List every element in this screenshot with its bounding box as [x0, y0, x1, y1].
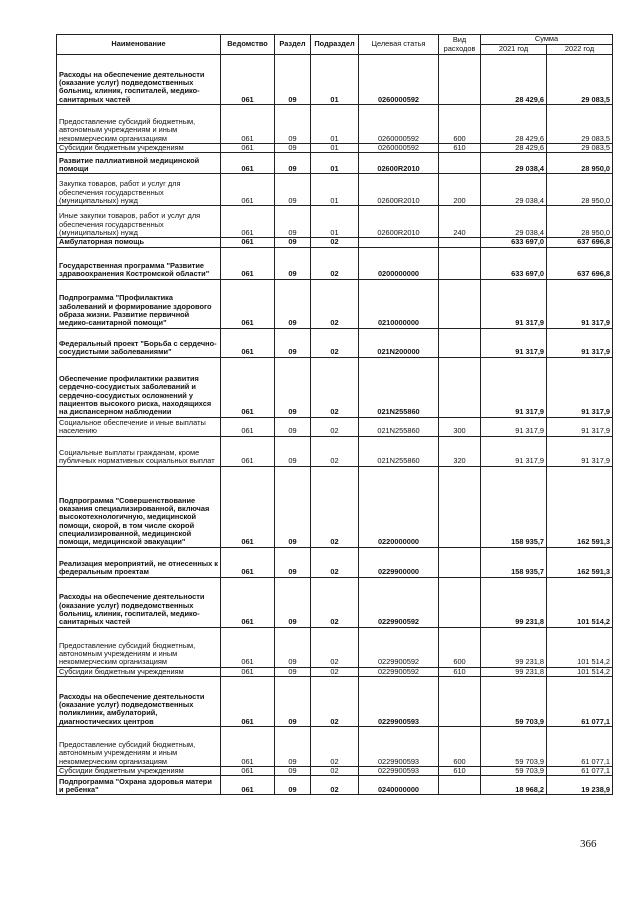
table-cell-sum-2022: 101 514,2 [547, 627, 613, 667]
table-cell-sum-2022: 91 317,9 [547, 279, 613, 328]
table-cell-name: Развитие паллиативной медицинской помощи [57, 153, 221, 174]
table-cell-vedomstvo: 061 [221, 174, 275, 206]
table-cell-vedomstvo: 061 [221, 466, 275, 547]
table-row [57, 328, 613, 357]
table-cell-vedomstvo: 061 [221, 547, 275, 577]
table-cell-podrazdel: 02 [311, 627, 359, 667]
table-cell-sum-2021: 633 697,0 [481, 238, 547, 247]
table-cell-razdel: 09 [275, 144, 311, 153]
table-cell-vid-rashodov [439, 676, 481, 726]
table-cell-name: Субсидии бюджетным учреждениям [57, 766, 221, 775]
table-cell-podrazdel: 02 [311, 547, 359, 577]
table-row [57, 577, 613, 627]
table-cell-podrazdel: 02 [311, 776, 359, 795]
table-cell-sum-2022: 162 591,3 [547, 547, 613, 577]
table-cell-vedomstvo: 061 [221, 279, 275, 328]
table-cell-name: Социальные выплаты гражданам, кроме публичных нормативных социальных выплат [57, 436, 221, 466]
table-cell-razdel: 09 [275, 466, 311, 547]
table-cell-name: Федеральный проект "Борьба с сердечно-сосудистыми заболеваниями" [57, 328, 221, 357]
table-cell-name: Амбулаторная помощь [57, 238, 221, 247]
table-cell-name: Реализация мероприятий, не отнесенных к федеральным проектам [57, 547, 221, 577]
table-cell-vid-rashodov: 600 [439, 105, 481, 144]
table-cell-sum-2021: 28 429,6 [481, 105, 547, 144]
table-cell-name: Субсидии бюджетным учреждениям [57, 144, 221, 153]
table-row [57, 726, 613, 766]
table-cell-celevaya-statya: 0229900593 [359, 766, 439, 775]
table-cell-celevaya-statya: 0220000000 [359, 466, 439, 547]
table-cell-podrazdel: 02 [311, 766, 359, 775]
table-cell-vid-rashodov [439, 247, 481, 279]
table-cell-podrazdel: 02 [311, 247, 359, 279]
table-cell-celevaya-statya: 021N255860 [359, 436, 439, 466]
table-cell-podrazdel: 01 [311, 105, 359, 144]
table-cell-celevaya-statya: 0210000000 [359, 279, 439, 328]
table-cell-vid-rashodov: 610 [439, 144, 481, 153]
table-cell-sum-2021: 91 317,9 [481, 436, 547, 466]
table-cell-sum-2021: 158 935,7 [481, 466, 547, 547]
table-cell-celevaya-statya: 02600R2010 [359, 206, 439, 238]
table-cell-vid-rashodov [439, 238, 481, 247]
table-cell-razdel: 09 [275, 417, 311, 436]
table-cell-sum-2021: 59 703,9 [481, 676, 547, 726]
table-row [57, 466, 613, 547]
table-cell-celevaya-statya: 0229900593 [359, 726, 439, 766]
table-cell-razdel: 09 [275, 667, 311, 676]
table-cell-sum-2021: 59 703,9 [481, 726, 547, 766]
table-cell-podrazdel: 02 [311, 577, 359, 627]
table-cell-name: Подпрограмма "Совершенствование оказания специализированной, включая высокотехнологичную, медицинской помощи, скорой, в том числе скорой специализированной, медицинской помощи, медицинской эвакуации" [57, 466, 221, 547]
header-vedomstvo: Ведомство [221, 35, 275, 55]
page-number: 366 [580, 838, 597, 850]
header-podrazdel: Подраздел [311, 35, 359, 55]
table-cell-vedomstvo: 061 [221, 105, 275, 144]
table-row [57, 247, 613, 279]
table-cell-sum-2021: 99 231,8 [481, 577, 547, 627]
table-row [57, 279, 613, 328]
table-cell-podrazdel: 02 [311, 328, 359, 357]
table-cell-vid-rashodov [439, 357, 481, 417]
table-row [57, 436, 613, 466]
table-cell-name: Иные закупки товаров, работ и услуг для обеспечения государственных (муниципальных) нужд [57, 206, 221, 238]
table-row [57, 144, 613, 153]
table-cell-sum-2022: 91 317,9 [547, 436, 613, 466]
table-cell-vid-rashodov [439, 577, 481, 627]
table-cell-vid-rashodov [439, 776, 481, 795]
table-cell-vedomstvo: 061 [221, 667, 275, 676]
table-cell-podrazdel: 02 [311, 279, 359, 328]
table-row [57, 676, 613, 726]
table-cell-name: Предоставление субсидий бюджетным, автономным учреждениям и иным некоммерческим организациям [57, 627, 221, 667]
table-cell-podrazdel: 01 [311, 55, 359, 105]
table-cell-sum-2022: 101 514,2 [547, 667, 613, 676]
table-cell-podrazdel: 02 [311, 238, 359, 247]
budget-table [56, 34, 613, 795]
table-cell-sum-2022: 91 317,9 [547, 417, 613, 436]
table-row [57, 153, 613, 174]
table-cell-sum-2021: 28 429,6 [481, 144, 547, 153]
table-cell-sum-2021: 91 317,9 [481, 328, 547, 357]
header-razdel: Раздел [275, 35, 311, 55]
table-cell-vedomstvo: 061 [221, 144, 275, 153]
table-cell-vedomstvo: 061 [221, 357, 275, 417]
header-name: Наименование [57, 35, 221, 55]
table-cell-razdel: 09 [275, 766, 311, 775]
table-cell-vid-rashodov: 600 [439, 726, 481, 766]
table-cell-celevaya-statya: 021N255860 [359, 417, 439, 436]
table-cell-razdel: 09 [275, 627, 311, 667]
table-cell-sum-2021: 29 038,4 [481, 153, 547, 174]
table-cell-vedomstvo: 061 [221, 55, 275, 105]
header-summa: Сумма [481, 35, 613, 45]
table-cell-sum-2021: 18 968,2 [481, 776, 547, 795]
table-cell-name: Подпрограмма "Профилактика заболеваний и формирование здорового образа жизни. Развитие первичной медико-санитарной помощи" [57, 279, 221, 328]
table-cell-sum-2021: 99 231,8 [481, 627, 547, 667]
table-row [57, 547, 613, 577]
table-cell-sum-2021: 59 703,9 [481, 766, 547, 775]
table-row [57, 667, 613, 676]
table-cell-vedomstvo: 061 [221, 776, 275, 795]
table-cell-vedomstvo: 061 [221, 676, 275, 726]
table-cell-celevaya-statya: 02600R2010 [359, 174, 439, 206]
table-cell-celevaya-statya: 0260000592 [359, 105, 439, 144]
table-cell-podrazdel: 01 [311, 206, 359, 238]
table-cell-name: Предоставление субсидий бюджетным, автономным учреждениям и иным некоммерческим организациям [57, 726, 221, 766]
table-cell-name: Закупка товаров, работ и услуг для обеспечения государственных (муниципальных) нужд [57, 174, 221, 206]
table-cell-podrazdel: 02 [311, 726, 359, 766]
table-cell-sum-2021: 91 317,9 [481, 417, 547, 436]
table-cell-celevaya-statya: 0240000000 [359, 776, 439, 795]
table-cell-sum-2021: 29 038,4 [481, 206, 547, 238]
table-cell-vid-rashodov [439, 547, 481, 577]
table-cell-sum-2022: 101 514,2 [547, 577, 613, 627]
table-cell-sum-2021: 633 697,0 [481, 247, 547, 279]
table-cell-vid-rashodov: 320 [439, 436, 481, 466]
table-cell-celevaya-statya: 0260000592 [359, 55, 439, 105]
table-cell-celevaya-statya: 0229900000 [359, 547, 439, 577]
table-cell-vedomstvo: 061 [221, 247, 275, 279]
table-cell-razdel: 09 [275, 436, 311, 466]
table-header [57, 35, 613, 55]
table-cell-vid-rashodov [439, 328, 481, 357]
table-cell-vid-rashodov: 300 [439, 417, 481, 436]
table-cell-razdel: 09 [275, 776, 311, 795]
header-vid-rashodov: Вид расходов [439, 35, 481, 55]
table-cell-razdel: 09 [275, 238, 311, 247]
table-cell-celevaya-statya: 021N200000 [359, 328, 439, 357]
table-cell-vid-rashodov [439, 279, 481, 328]
header-2022: 2022 год [547, 45, 613, 55]
table-cell-razdel: 09 [275, 328, 311, 357]
table-cell-vedomstvo: 061 [221, 577, 275, 627]
table-cell-podrazdel: 02 [311, 466, 359, 547]
table-cell-podrazdel: 02 [311, 667, 359, 676]
table-cell-podrazdel: 02 [311, 436, 359, 466]
table-row [57, 238, 613, 247]
table-row [57, 206, 613, 238]
table-cell-razdel: 09 [275, 247, 311, 279]
table-cell-name: Обеспечение профилактики развития сердечно-сосудистых заболеваний и сердечно-сосудистых осложнений у пациентов высокого риска, находящихся на диспансерном наблюдении [57, 357, 221, 417]
table-row [57, 55, 613, 105]
table-row [57, 417, 613, 436]
table-cell-celevaya-statya: 0260000592 [359, 144, 439, 153]
table-cell-sum-2022: 28 950,0 [547, 206, 613, 238]
table-cell-celevaya-statya: 0229900592 [359, 627, 439, 667]
table-cell-razdel: 09 [275, 547, 311, 577]
table-cell-vid-rashodov [439, 55, 481, 105]
table-cell-sum-2022: 61 077,1 [547, 766, 613, 775]
table-cell-vid-rashodov [439, 153, 481, 174]
table-cell-razdel: 09 [275, 279, 311, 328]
table-cell-name: Подпрограмма "Охрана здоровья матери и ребенка" [57, 776, 221, 795]
table-cell-celevaya-statya: 02600R2010 [359, 153, 439, 174]
table-row [57, 174, 613, 206]
table-cell-vedomstvo: 061 [221, 726, 275, 766]
table-cell-sum-2022: 28 950,0 [547, 153, 613, 174]
table-cell-podrazdel: 02 [311, 357, 359, 417]
table-cell-sum-2022: 29 083,5 [547, 105, 613, 144]
table-cell-sum-2022: 29 083,5 [547, 55, 613, 105]
table-cell-vedomstvo: 061 [221, 627, 275, 667]
table-cell-podrazdel: 01 [311, 153, 359, 174]
table-cell-vedomstvo: 061 [221, 238, 275, 247]
table-cell-sum-2022: 162 591,3 [547, 466, 613, 547]
table-row [57, 776, 613, 795]
table-cell-name: Государственная программа "Развитие здравоохранения Костромской области" [57, 247, 221, 279]
table-cell-vid-rashodov: 610 [439, 766, 481, 775]
table-cell-vedomstvo: 061 [221, 417, 275, 436]
table-cell-vid-rashodov: 610 [439, 667, 481, 676]
table-cell-sum-2022: 61 077,1 [547, 726, 613, 766]
table-cell-vedomstvo: 061 [221, 436, 275, 466]
table-cell-sum-2022: 29 083,5 [547, 144, 613, 153]
table-cell-sum-2021: 91 317,9 [481, 357, 547, 417]
header-celevaya-statya: Целевая статья [359, 35, 439, 55]
table-cell-celevaya-statya: 021N255860 [359, 357, 439, 417]
table-cell-razdel: 09 [275, 153, 311, 174]
table-cell-sum-2022: 91 317,9 [547, 357, 613, 417]
table-cell-razdel: 09 [275, 676, 311, 726]
table-cell-podrazdel: 01 [311, 174, 359, 206]
table-cell-sum-2022: 637 696,8 [547, 238, 613, 247]
table-cell-name: Социальное обеспечение и иные выплаты населению [57, 417, 221, 436]
table-cell-sum-2022: 61 077,1 [547, 676, 613, 726]
table-cell-celevaya-statya: 0229900593 [359, 676, 439, 726]
table-cell-razdel: 09 [275, 105, 311, 144]
table-cell-celevaya-statya: 0200000000 [359, 247, 439, 279]
table-cell-celevaya-statya: 0229900592 [359, 667, 439, 676]
table-cell-podrazdel: 02 [311, 676, 359, 726]
table-cell-sum-2021: 28 429,6 [481, 55, 547, 105]
table-cell-razdel: 09 [275, 206, 311, 238]
table-cell-celevaya-statya [359, 238, 439, 247]
table-cell-name: Расходы на обеспечение деятельности (оказание услуг) подведомственных больниц, клиник, госпиталей, медико-санитарных частей [57, 55, 221, 105]
table-cell-name: Предоставление субсидий бюджетным, автономным учреждениям и иным некоммерческим организациям [57, 105, 221, 144]
table-cell-vid-rashodov [439, 466, 481, 547]
table-row [57, 357, 613, 417]
table-cell-vid-rashodov: 240 [439, 206, 481, 238]
header-2021: 2021 год [481, 45, 547, 55]
table-row [57, 766, 613, 775]
table-cell-vid-rashodov: 600 [439, 627, 481, 667]
table-cell-sum-2021: 99 231,8 [481, 667, 547, 676]
table-cell-vid-rashodov: 200 [439, 174, 481, 206]
table-cell-sum-2022: 91 317,9 [547, 328, 613, 357]
table-cell-sum-2022: 637 696,8 [547, 247, 613, 279]
table-cell-sum-2021: 91 317,9 [481, 279, 547, 328]
table-cell-vedomstvo: 061 [221, 206, 275, 238]
table-cell-podrazdel: 01 [311, 144, 359, 153]
table-body [57, 55, 613, 795]
table-row [57, 105, 613, 144]
table-cell-sum-2022: 28 950,0 [547, 174, 613, 206]
table-cell-vedomstvo: 061 [221, 153, 275, 174]
table-cell-sum-2021: 158 935,7 [481, 547, 547, 577]
table-cell-podrazdel: 02 [311, 417, 359, 436]
table-row [57, 627, 613, 667]
table-cell-name: Расходы на обеспечение деятельности (оказание услуг) подведомственных больниц, клиник, госпиталей, медико-санитарных частей [57, 577, 221, 627]
table-cell-razdel: 09 [275, 577, 311, 627]
table-cell-razdel: 09 [275, 726, 311, 766]
table-cell-vedomstvo: 061 [221, 766, 275, 775]
table-cell-name: Расходы на обеспечение деятельности (оказание услуг) подведомственных поликлиник, амбулаторий, диагностических центров [57, 676, 221, 726]
table-cell-razdel: 09 [275, 174, 311, 206]
table-cell-name: Субсидии бюджетным учреждениям [57, 667, 221, 676]
table-cell-razdel: 09 [275, 55, 311, 105]
table-cell-sum-2022: 19 238,9 [547, 776, 613, 795]
table-cell-vedomstvo: 061 [221, 328, 275, 357]
table-cell-razdel: 09 [275, 357, 311, 417]
table-cell-celevaya-statya: 0229900592 [359, 577, 439, 627]
table-cell-sum-2021: 29 038,4 [481, 174, 547, 206]
